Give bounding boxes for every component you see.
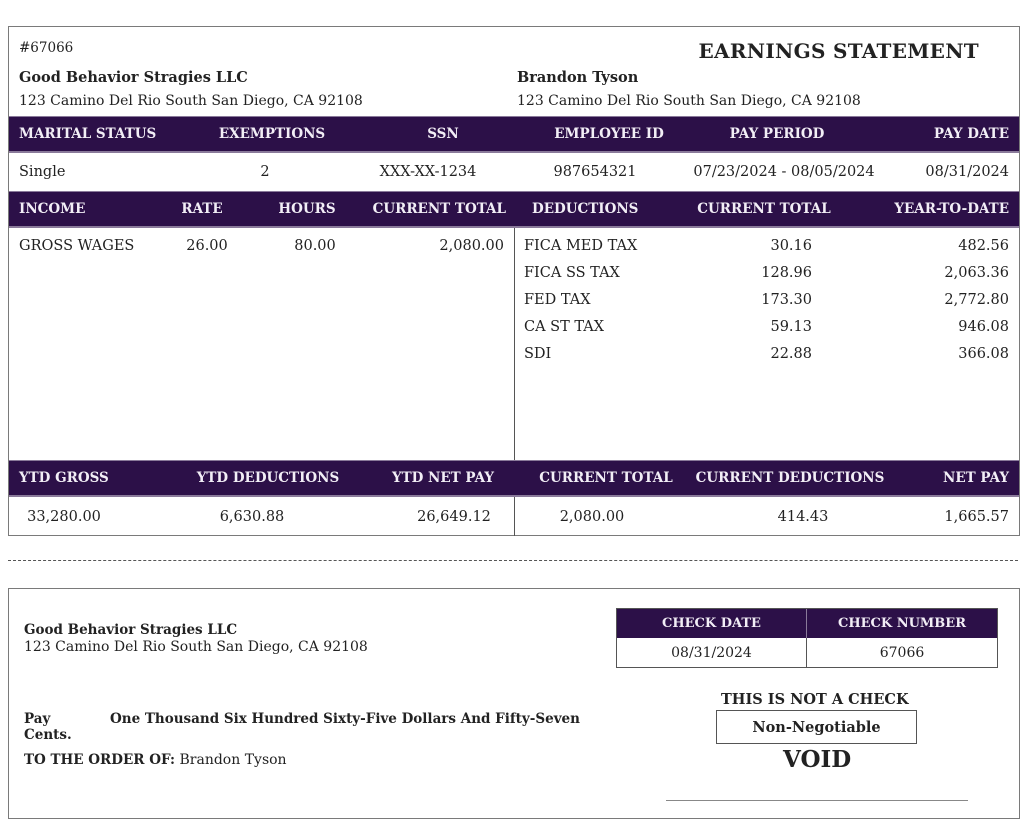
payee-name: Brandon Tyson bbox=[179, 752, 287, 768]
deduction-name: CA ST TAX bbox=[524, 319, 605, 335]
deduction-name: FICA MED TAX bbox=[524, 238, 638, 254]
not-a-check-label: THIS IS NOT A CHECK bbox=[721, 691, 909, 708]
perforation-line bbox=[8, 560, 1018, 561]
income-name: GROSS WAGES bbox=[19, 238, 135, 254]
earnings-statement bbox=[8, 26, 1020, 536]
info-values-row bbox=[9, 153, 1019, 190]
deduction-ytd: 2,772.80 bbox=[944, 292, 1009, 308]
header-marital-status: MARITAL STATUS bbox=[19, 126, 157, 142]
pay-date-value: 08/31/2024 bbox=[925, 163, 1009, 180]
current-deductions-value: 414.43 bbox=[777, 508, 829, 525]
amount-in-words: One Thousand Six Hundred Sixty-Five Dollars And Fifty-Seven Cents. bbox=[24, 711, 580, 743]
income-current-total: 2,080.00 bbox=[439, 238, 504, 254]
deduction-ytd: 2,063.36 bbox=[944, 265, 1009, 281]
non-negotiable-box: Non-Negotiable bbox=[716, 710, 917, 744]
header-current-total: CURRENT TOTAL bbox=[539, 470, 673, 486]
check-section bbox=[8, 588, 1020, 819]
header-ssn: SSN bbox=[427, 126, 459, 142]
header-pay-period: PAY PERIOD bbox=[729, 126, 825, 142]
deduction-current: 59.13 bbox=[770, 319, 812, 335]
ytd-gross-value: 33,280.00 bbox=[27, 508, 101, 525]
deduction-current: 30.16 bbox=[770, 238, 812, 254]
header-ytd-deductions: YTD DEDUCTIONS bbox=[196, 470, 340, 486]
earnings-header-band bbox=[9, 191, 1019, 228]
header-net-pay: NET PAY bbox=[943, 470, 1009, 486]
company-address: 123 Camino Del Rio South San Diego, CA 92108 bbox=[19, 93, 363, 109]
header-current-deductions: CURRENT DEDUCTIONS bbox=[695, 470, 885, 486]
header-pay-date: PAY DATE bbox=[933, 126, 1009, 142]
header-deductions: DEDUCTIONS bbox=[532, 201, 639, 217]
check-date-header: CHECK DATE bbox=[617, 609, 807, 638]
deduction-row bbox=[9, 258, 1019, 288]
deduction-name: SDI bbox=[524, 346, 552, 362]
header-employee-id: EMPLOYEE ID bbox=[554, 126, 664, 142]
pay-amount-line bbox=[24, 711, 614, 743]
deduction-name: FICA SS TAX bbox=[524, 265, 620, 281]
pay-period-value: 07/23/2024 - 08/05/2024 bbox=[693, 163, 875, 180]
statement-header bbox=[9, 27, 1019, 116]
order-line bbox=[24, 752, 287, 768]
ytd-deductions-value: 6,630.88 bbox=[219, 508, 285, 525]
deduction-current: 22.88 bbox=[770, 346, 812, 362]
deduction-ytd: 366.08 bbox=[958, 346, 1009, 362]
summary-header-band bbox=[9, 460, 1019, 497]
marital-status-value: Single bbox=[19, 163, 66, 180]
ssn-value: XXX-XX-1234 bbox=[379, 163, 477, 180]
deduction-ytd: 482.56 bbox=[958, 238, 1009, 254]
exemptions-value: 2 bbox=[260, 163, 270, 180]
employee-name: Brandon Tyson bbox=[517, 69, 639, 86]
header-year-to-date: YEAR-TO-DATE bbox=[894, 201, 1009, 217]
check-company-address: 123 Camino Del Rio South San Diego, CA 92108 bbox=[24, 639, 368, 655]
order-label: TO THE ORDER OF: bbox=[24, 752, 176, 768]
income-hours: 80.00 bbox=[294, 238, 336, 254]
deduction-current: 128.96 bbox=[761, 265, 812, 281]
header-rate: RATE bbox=[181, 201, 223, 217]
deduction-current: 173.30 bbox=[761, 292, 812, 308]
employee-id-value: 987654321 bbox=[553, 163, 637, 180]
check-number-value: 67066 bbox=[879, 644, 925, 661]
deduction-row bbox=[9, 285, 1019, 315]
check-company-name: Good Behavior Stragies LLC bbox=[24, 622, 238, 638]
employee-address: 123 Camino Del Rio South San Diego, CA 92108 bbox=[517, 93, 861, 109]
void-label: VOID bbox=[783, 746, 852, 773]
header-ytd-gross: YTD GROSS bbox=[19, 470, 109, 486]
check-info-table bbox=[616, 608, 998, 668]
header-ytd-net-pay: YTD NET PAY bbox=[391, 470, 495, 486]
company-name: Good Behavior Stragies LLC bbox=[19, 69, 248, 86]
header-deductions-current-total: CURRENT TOTAL bbox=[697, 201, 831, 217]
income-rate: 26.00 bbox=[186, 238, 228, 254]
header-income: INCOME bbox=[19, 201, 86, 217]
deduction-ytd: 946.08 bbox=[958, 319, 1009, 335]
deduction-row bbox=[9, 312, 1019, 342]
info-header-band bbox=[9, 116, 1019, 153]
header-income-current-total: CURRENT TOTAL bbox=[372, 201, 506, 217]
summary-values-row bbox=[9, 498, 1019, 535]
check-number-header: CHECK NUMBER bbox=[807, 609, 997, 638]
current-total-value: 2,080.00 bbox=[559, 508, 625, 525]
deduction-row bbox=[9, 231, 1019, 261]
net-pay-value: 1,665.57 bbox=[944, 508, 1009, 525]
document-number: #67066 bbox=[19, 40, 74, 56]
header-exemptions: EXEMPTIONS bbox=[218, 126, 326, 142]
statement-title: EARNINGS STATEMENT bbox=[698, 39, 979, 63]
ytd-net-pay-value: 26,649.12 bbox=[417, 508, 491, 525]
deduction-name: FED TAX bbox=[524, 292, 591, 308]
check-date-value: 08/31/2024 bbox=[617, 638, 807, 667]
signature-line bbox=[666, 800, 968, 801]
pay-label: Pay bbox=[24, 711, 51, 727]
deduction-row bbox=[9, 339, 1019, 369]
header-hours: HOURS bbox=[278, 201, 336, 217]
